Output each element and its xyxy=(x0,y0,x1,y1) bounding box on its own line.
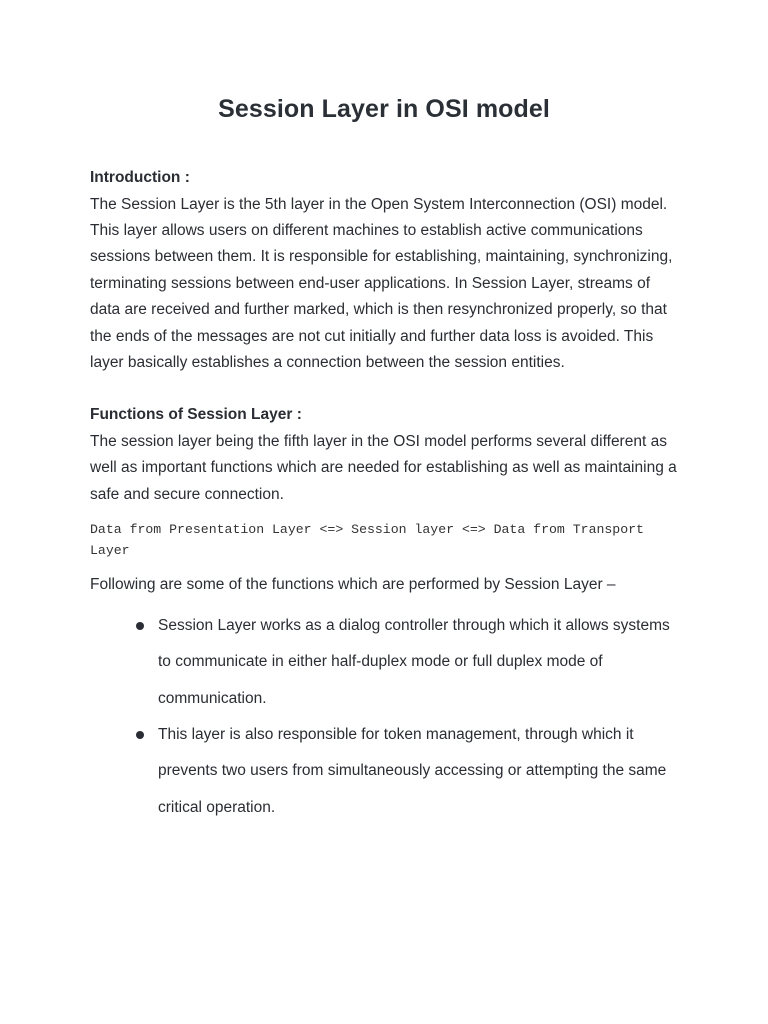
list-item-text: This layer is also responsible for token management, through which it prevents two users from simultaneously accessing or attempting the same critical operation. xyxy=(158,725,667,816)
bullet-dot-icon xyxy=(136,622,144,630)
functions-heading: Functions of Session Layer : xyxy=(90,406,302,424)
list-item-text: Session Layer works as a dialog controller through which it allows systems to communicate in either half-duplex mode or full duplex mode of communication. xyxy=(158,617,670,707)
introduction-heading: Introduction : xyxy=(90,169,190,186)
functions-list xyxy=(90,608,678,826)
list-item xyxy=(158,717,678,826)
list-item xyxy=(158,608,678,717)
functions-paragraph: The session layer being the fifth layer in the OSI model performs several different as well as important functions which are needed for establishing as well as maintaining a safe and secure connection. xyxy=(90,432,677,503)
introduction-paragraph: The Session Layer is the 5th layer in the Open System Interconnection (OSI) model. This layer allows users on different machines to establish active communications sessions between them. It is responsible for establishing, maintaining, synchronizing, terminating sessions between end-user applications. In Session Layer, streams of data are received and further marked, which is then resynchronized properly, so that the ends of the messages are not cut initially and further data loss is avoided. This layer basically establishes a connection between the session entities. xyxy=(90,195,673,371)
page-title: Session Layer in OSI model xyxy=(218,95,550,123)
functions-list-intro: Following are some of the functions which are performed by Session Layer – xyxy=(90,576,616,594)
bullet-dot-icon xyxy=(136,731,144,739)
code-block: Data from Presentation Layer <=> Session layer <=> Data from Transport Layer xyxy=(90,522,652,559)
